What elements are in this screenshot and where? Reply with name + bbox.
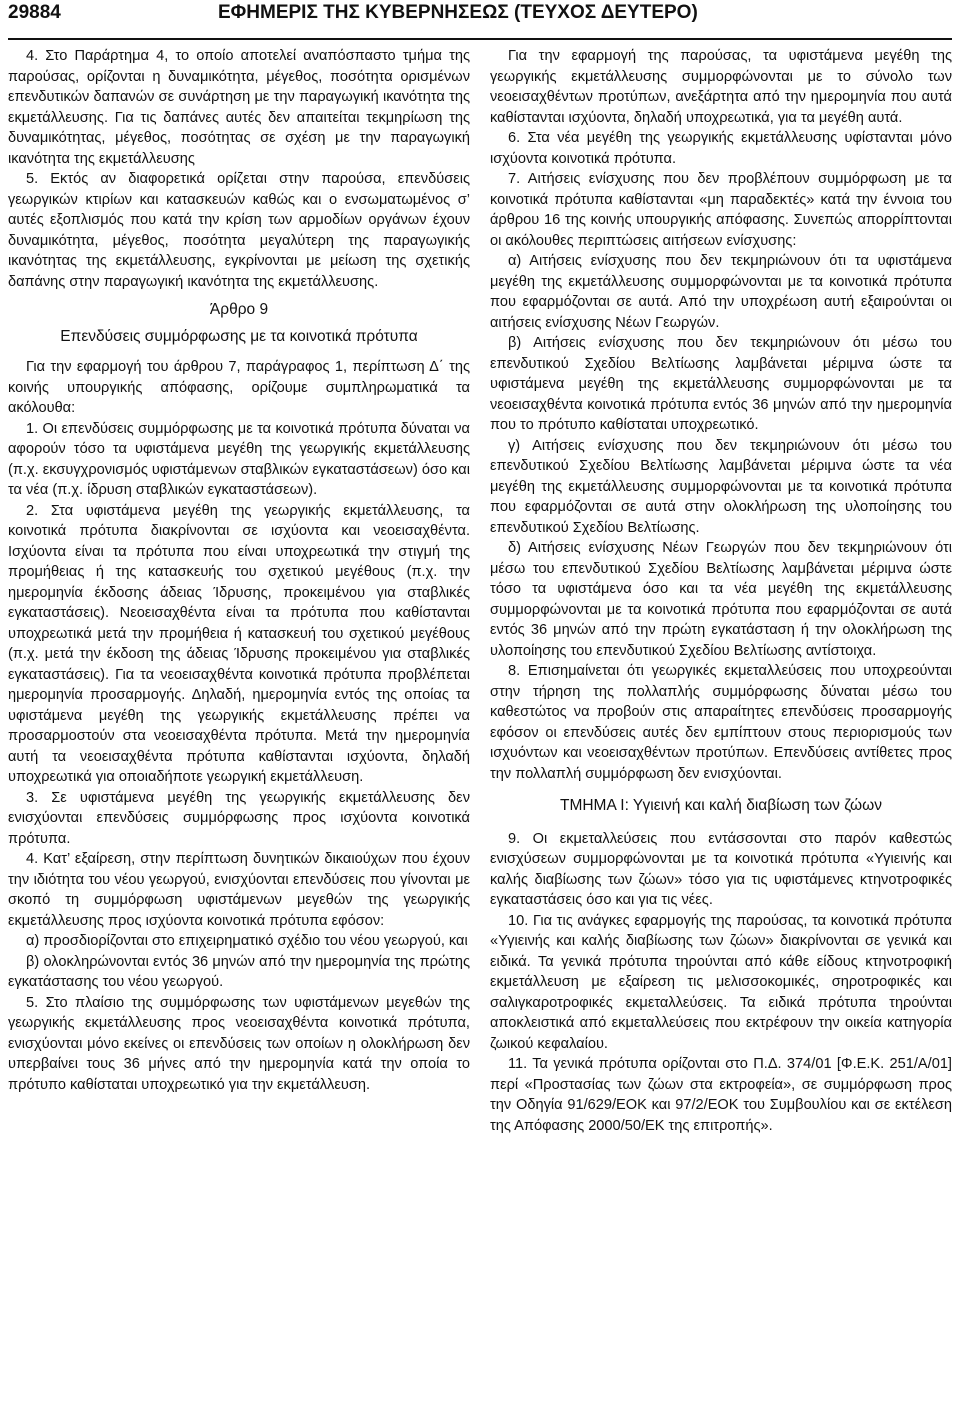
paragraph: 10. Για τις ανάγκες εφαρμογής της παρούσας, τα κοινοτικά πρότυπα «Υγιεινής και καλής διαβίωσης των ζώων» διακρίνονται σε γενικά και ειδικά. Τα γενικά πρότυπα τηρούνται από κάθε είδους κτηνοτροφική εκμετάλλευση με εξαίρεση τις μελισσοκομικές, σηροτροφικές και σαλιγκαροτροφικές εκμεταλλεύσεις. Τα ειδικά πρότυπα τηρούνται αποκλειστικά από εκμεταλλεύσεις που εκτρέφουν την οικεία κατηγορία ζωικού κεφαλαίου.	[490, 912, 952, 1052]
paragraph: 3. Σε υφιστάμενα μεγέθη της γεωργικής εκμετάλλευσης δεν ενισχύονται επενδύσεις συμμόρφωσης προς ισχύοντα κοινοτικά πρότυπα.	[8, 789, 470, 847]
paragraph: δ) Αιτήσεις ενίσχυσης Νέων Γεωργών που δεν τεκμηριώνουν ότι μέσω του επενδυτικού Σχεδίου Βελτίωσης λαμβάνεται μέριμνα ώστε τόσο τα υφιστάμενα όσο και τα νέα μεγέθη της εκμετάλλευσης συμμορφώνονται με τα κοινοτικά πρότυπα που εφαρμόζονται σε αυτά εντός 36 μηνών από την πρώτη εγκατάσταση ή την ολοκλήρωση της υλοποίησης του επενδυτικού Σχεδίου Βελτίωσης αντίστοιχα.	[490, 540, 952, 659]
paragraph: 7. Αιτήσεις ενίσχυσης που δεν προβλέπουν συμμόρφωση με τα κοινοτικά πρότυπα καθίστανται «μη παραδεκτές» κατά την έννοια του άρθρου 16 της κοινής υπουργικής απόφασης. Συνεπώς απορρίπτονται οι ακόλουθες περιπτώσεις αιτήσεων ενίσχυσης:	[490, 171, 952, 249]
right-column	[490, 46, 952, 1136]
paragraph: α) Αιτήσεις ενίσχυσης που δεν τεκμηριώνουν ότι τα υφιστάμενα μεγέθη της εκμετάλλευσης συμμορφώνονται με τα κοινοτικά πρότυπα που εφαρμόζονται σε αυτά. Από την υποχρέωση αυτή εξαιρούνται οι αιτήσεις ενίσχυσης Νέων Γεωργών.	[490, 253, 952, 331]
paragraph: 4. Κατ’ εξαίρεση, στην περίπτωση δυνητικών δικαιούχων που έχουν την ιδιότητα του νέου γεωργού, ενισχύονται επενδύσεις που γίνονται με σκοπό τη συμμόρφωση υφιστάμενων μεγεθών της γεωργικής εκμετάλλευσης προς ισχύοντα κοινοτικά πρότυπα εφόσον:	[8, 851, 470, 929]
article-subtitle: Επενδύσεις συμμόρφωσης με τα κοινοτικά πρότυπα	[60, 327, 418, 345]
text-columns	[8, 46, 952, 1136]
paragraph: β) Αιτήσεις ενίσχυσης που δεν τεκμηριώνουν ότι μέσω του επενδυτικού Σχεδίου Βελτίωσης λαμβάνεται μέριμνα ώστε τα υφιστάμενα μεγέθη της εκμετάλλευσης συμμορφώνονται με τα νεοεισαχθέντα κοινοτικά πρότυπα εντός 36 μηνών από την ημερομηνία που το πρότυπο καθίσταται υποχρεωτικό.	[490, 335, 952, 433]
left-column	[8, 46, 470, 1136]
page-number: 29884	[8, 2, 61, 23]
paragraph: 2. Στα υφιστάμενα μεγέθη της γεωργικής εκμετάλλευσης, τα κοινοτικά πρότυπα διακρίνονται σε ισχύοντα και νεοεισαχθέντα. Ισχύοντα είναι τα πρότυπα που είναι υποχρεωτικά την στιγμή της προμήθειας ή της κατασκευής του σχετικού μεγέθους (π.χ. την ημερομηνία έκδοσης άδειας Ίδρυσης, προκειμένου για σταβλικές εγκαταστάσεις). Νεοεισαχθέντα είναι τα πρότυπα που καθίστανται υποχρεωτικά μετά την προμήθεια ή κατασκευή του σχετικού μεγέθους (π.χ. μετά την έκδοση της άδειας Ίδρυσης προκειμένου για σταβλικές εγκαταστάσεις). Για τα νεοεισαχθέντα κοινοτικά πρότυπα προβλέπεται ημερομηνία προσαρμογής. Δηλαδή, ημερομηνία εντός της οποίας τα υφιστάμενα μεγέθη της γεωργικής εκμετάλλευσης πρέπει να προσαρμοστούν στα νεοεισαχθέντα πρότυπα. Μετά την ημερομηνία αυτή τα νεοεισαχθέντα πρότυπα καθίστανται ισχύοντα, δηλαδή υποχρεωτικά για οποιαδήποτε γεωργική εκμετάλλευση.	[8, 502, 470, 785]
paragraph: 5. Εκτός αν διαφορετικά ορίζεται στην παρούσα, επενδύσεις γεωργικών κτιρίων και κατασκευών καθώς και ο ενσωματωμένος σ’ αυτές εξοπλισμός που κατά την κρίση των αρμοδίων οργάνων έχουν δυναμικότητα, μέγεθος, ποσότητα μεγαλύτερη της παραγωγικής ικανότητας της εκμετάλλευσης, εγκρίνονται με μείωση της σχετικής δαπάνης στην παραγωγική ικανότητα της εκμετάλλευσης.	[8, 171, 470, 290]
running-title: ΕΦΗΜΕΡΙΣ ΤΗΣ ΚΥΒΕΡΝΗΣΕΩΣ (ΤΕΥΧΟΣ ΔΕΥΤΕΡΟ)	[218, 2, 698, 23]
paragraph: 4. Στο Παράρτημα 4, το οποίο αποτελεί αναπόσπαστο τμήμα της παρούσας, ορίζονται η δυναμικότητα, μέγεθος, ποσότητα ορισμένων επενδυτικών δαπανών σε συνάρτηση με την παραγωγική ικανότητα της εκμετάλλευσης. Για τις δαπάνες αυτές δεν απαιτείται τεκμηρίωση της δυναμικότητας, μέγεθος, ποσότητας σε σχέση με την παραγωγική ικανότητα της εκμετάλλευσης	[8, 48, 470, 167]
paragraph: β) ολοκληρώνονται εντός 36 μηνών από την ημερομηνία της πρώτης εγκατάστασης του νέου γεωργού.	[8, 953, 470, 990]
paragraph: 6. Στα νέα μεγέθη της γεωργικής εκμετάλλευσης υφίστανται μόνο ισχύοντα κοινοτικά πρότυπα.	[490, 130, 952, 167]
page-header	[8, 0, 952, 42]
paragraph: γ) Αιτήσεις ενίσχυσης που δεν τεκμηριώνουν ότι μέσω του επενδυτικού Σχεδίου Βελτίωσης λαμβάνεται μέριμνα ώστε τα νέα μεγέθη της εκμετάλλευσης συμμορφώνονται με τα κοινοτικά πρότυπα που εφαρμόζονται σε αυτά στην ολοκλήρωση της υλοποίησης του επενδυτικού Σχεδίου Βελτίωσης.	[490, 437, 952, 536]
paragraph: 8. Επισημαίνεται ότι γεωργικές εκμεταλλεύσεις που υποχρεούνται στην τήρηση της πολλαπλής συμμόρφωσης δύναται μέσω του καθεστώτος να προβούν στις απαραίτητες επενδύσεις προσαρμογής εφόσον οι επενδύσεις αυτές δεν εμπίπτουν στους περιορισμούς των ισχυόντων και νεοεισαχθέντων προτύπων. Επενδύσεις αντίθετες προς την πολλαπλή συμμόρφωση δεν ενισχύονται.	[490, 663, 952, 782]
paragraph: 5. Στο πλαίσιο της συμμόρφωσης των υφιστάμενων μεγεθών της γεωργικής εκμετάλλευσης προς νεοεισαχθέντα κοινοτικά πρότυπα, ενισχύονται μόνο εκείνες οι επενδύσεις των οποίων η ολοκλήρωση δεν υπερβαίνει τους 36 μήνες από την ημερομηνία κατά την οποία το πρότυπο καθίσταται υποχρεωτικό για την εκμετάλλευση.	[8, 994, 470, 1093]
header-rule	[8, 38, 952, 40]
paragraph: Για την εφαρμογή της παρούσας, τα υφιστάμενα μεγέθη της γεωργικής εκμετάλλευσης συμμορφώνονται με το σύνολο των νεοεισαχθέντων προτύπων, ανεξάρτητα από την ημερομηνία που αυτά καθίστανται ισχύοντα, δηλαδή υποχρεωτικά, για τα μεγέθη αυτά.	[490, 48, 952, 126]
paragraph: 1. Οι επενδύσεις συμμόρφωσης με τα κοινοτικά πρότυπα δύναται να αφορούν τόσο τα υφιστάμενα μεγέθη της γεωργικής εκμετάλλευσης (π.χ. εκσυγχρονισμός υφιστάμενων σταβλικών εγκαταστάσεων) όσο και τα νέα (π.χ. ίδρυση σταβλικών εγκαταστάσεων).	[8, 420, 470, 498]
section-title: ΤΜΗΜΑ Ι: Υγιεινή και καλή διαβίωση των ζώων	[559, 797, 882, 814]
paragraph: α) προσδιορίζονται στο επιχειρηματικό σχέδιο του νέου γεωργού, και	[26, 933, 468, 949]
paragraph: 11. Τα γενικά πρότυπα ορίζονται στο Π.Δ. 374/01 [Φ.Ε.Κ. 251/Α/01] περί «Προστασίας των ζώων στα εκτροφεία», σε συμμόρφωση προς την Οδηγία 91/629/ΕΟΚ και 97/2/ΕΟΚ του Συμβουλίου και σε εκτέλεση της Απόφασης 2000/50/ΕΚ της επιτροπής».	[490, 1056, 952, 1134]
paragraph: 9. Οι εκμεταλλεύσεις που εντάσσονται στο παρόν καθεστώς ενισχύσεων συμμορφώνονται με τα κοινοτικά πρότυπα «Υγιεινής και καλής διαβίωσης των ζώων» τόσο για τις υφιστάμενες κτηνοτροφικές εγκαταστάσεις όσο και για τις νέες.	[490, 830, 952, 908]
paragraph: Για την εφαρμογή του άρθρου 7, παράγραφος 1, περίπτωση Δ΄ της κοινής υπουργικής απόφασης, ορίζουμε συμπληρωματικά τα ακόλουθα:	[8, 359, 470, 416]
article-title: Άρθρο 9	[209, 301, 269, 318]
